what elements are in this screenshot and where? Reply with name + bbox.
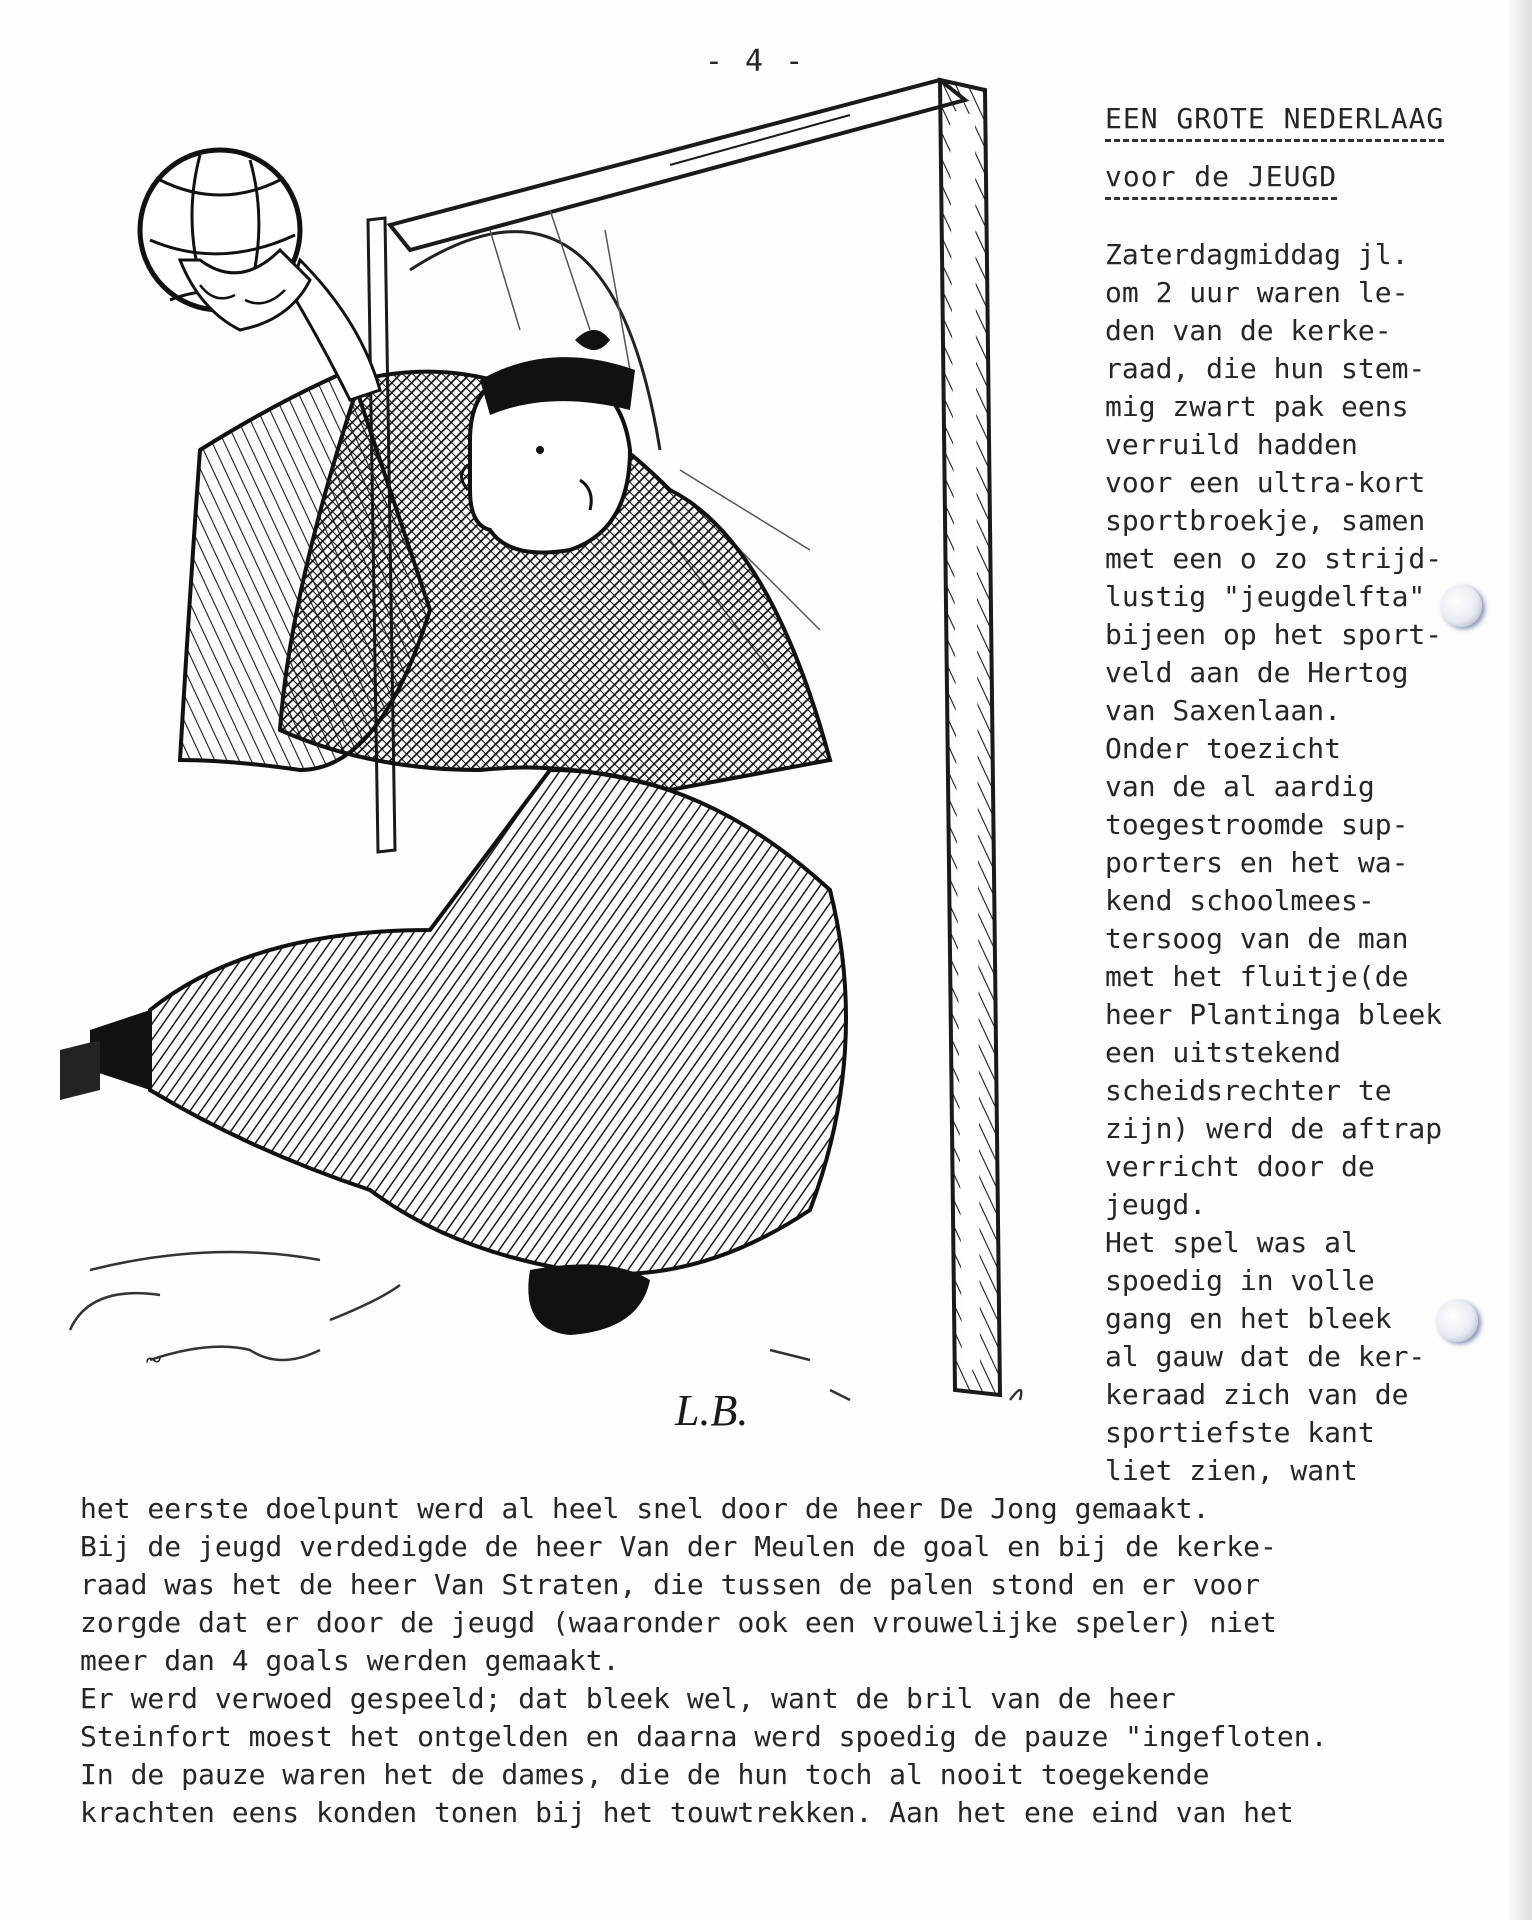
text-line: voor een ultra-kort [1105, 466, 1426, 499]
page-number: - 4 - [704, 44, 806, 79]
text-line: raad was het de heer Van Straten, die tussen de palen stond en er voor [80, 1568, 1261, 1601]
text-line: Het spel was al [1105, 1226, 1358, 1259]
text-line: zorgde dat er door de jeugd (waaronder ook een vrouwelijke speler) niet [80, 1606, 1277, 1639]
text-line: liet zien, want [1105, 1454, 1358, 1487]
text-line: Steinfort moest het ontgelden en daarna werd spoedig de pauze "ingefloten. [80, 1720, 1328, 1753]
text-line: Zaterdagmiddag jl. [1105, 238, 1409, 271]
text-line: sportbroekje, samen [1105, 504, 1426, 537]
text-line: heer Plantinga bleek [1105, 998, 1443, 1031]
goalkeeper-figure [60, 150, 846, 1335]
text-line: al gauw dat de ker- [1105, 1340, 1426, 1373]
text-line: om 2 uur waren le- [1105, 276, 1409, 309]
text-line: scheidsrechter te [1105, 1074, 1392, 1107]
text-line: lustig "jeugdelfta" [1105, 580, 1426, 613]
text-line: het eerste doelpunt werd al heel snel door de heer De Jong gemaakt. [80, 1492, 1210, 1525]
article-title-line-1: EEN GROTE NEDERLAAG [1105, 102, 1444, 142]
text-line: toegestroomde sup- [1105, 808, 1409, 841]
text-line: raad, die hun stem- [1105, 352, 1426, 385]
text-line: veld aan de Hertog [1105, 656, 1409, 689]
punch-hole-bottom [1436, 1300, 1478, 1342]
text-line: In de pauze waren het de dames, die de hun toch al nooit toegekende [80, 1758, 1210, 1791]
text-line: van de al aardig [1105, 770, 1375, 803]
text-line: porters en het wa- [1105, 846, 1409, 879]
artist-scribble: ~ [145, 1344, 162, 1377]
text-line: sportiefste kant [1105, 1416, 1375, 1449]
text-line: met het fluitje(de [1105, 960, 1409, 993]
article-title-line-2: voor de JEUGD [1105, 160, 1337, 200]
text-line: den van de kerke- [1105, 314, 1392, 347]
text-line: jeugd. [1105, 1188, 1207, 1221]
text-line: keraad zich van de [1105, 1378, 1409, 1411]
text-line: verricht door de [1105, 1150, 1375, 1183]
signature: L.B. [675, 1386, 749, 1430]
text-line: spoedig in volle [1105, 1264, 1375, 1297]
punch-hole-top [1440, 585, 1482, 627]
text-line: kend schoolmees- [1105, 884, 1375, 917]
text-line: meer dan 4 goals werden gemaakt. [80, 1644, 620, 1677]
text-line: zijn) werd de aftrap [1105, 1112, 1443, 1145]
goalkeeper-illustration [50, 70, 1060, 1430]
text-line: gang en het bleek [1105, 1302, 1392, 1335]
text-line: Onder toezicht [1105, 732, 1342, 765]
text-line: mig zwart pak eens [1105, 390, 1409, 423]
full-width-text [80, 1490, 1500, 1832]
article-title [1105, 102, 1444, 142]
text-line: met een o zo strijd- [1105, 542, 1443, 575]
text-line: verruild hadden [1105, 428, 1358, 461]
text-line: Bij de jeugd verdedigde de heer Van der Meulen de goal en bij de kerke- [80, 1530, 1277, 1563]
text-line: Er werd verwoed gespeeld; dat bleek wel, want de bril van de heer [80, 1682, 1176, 1715]
text-line: een uitstekend [1105, 1036, 1342, 1069]
text-line: bijeen op het sport- [1105, 618, 1443, 651]
article-subtitle [1105, 160, 1337, 200]
text-line: tersoog van de man [1105, 922, 1409, 955]
text-line: krachten eens konden tonen bij het touwtrekken. Aan het ene eind van het [80, 1796, 1294, 1829]
text-line: van Saxenlaan. [1105, 694, 1342, 727]
